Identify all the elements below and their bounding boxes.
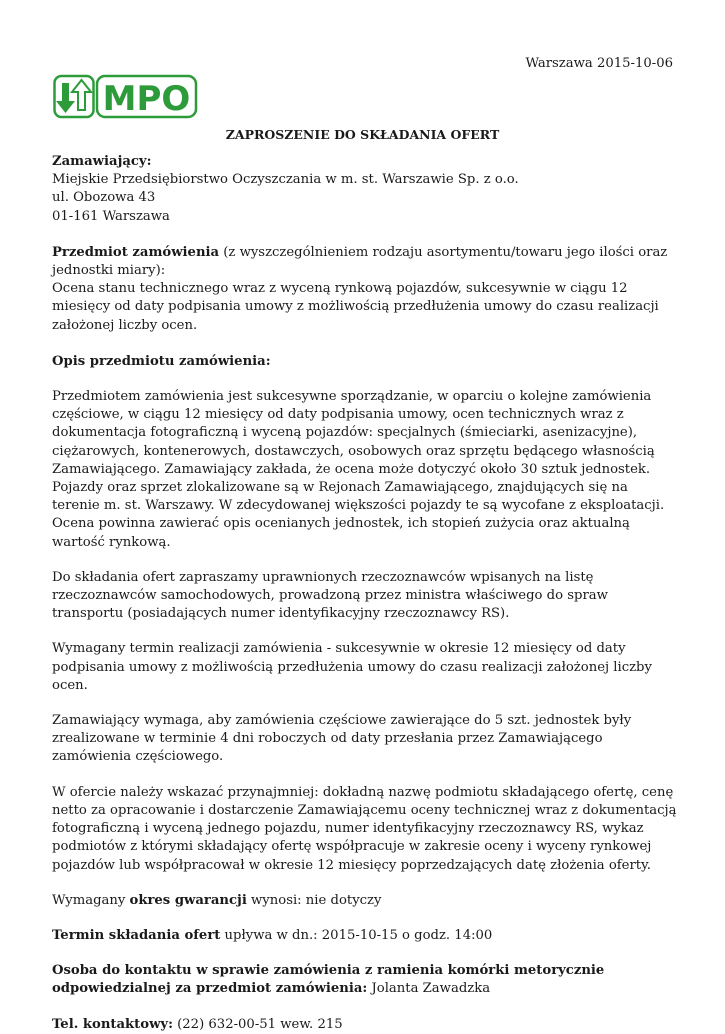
description-paragraph: W ofercie należy wskazać przynajmniej: dokładną nazwę podmiotu składającego ofertę, cenę netto za opracowanie i dostarczenie Zamawiającemu oceny technicznej wraz z dokumentacją fotograficzną i wyceną jednego pojazdu, numer identyfikacyjny rzeczoznawcy RS, wykaz podmiotów z którymi składający ofertę współpracuje w zakresie oceny i wyceny rynkowej pojazdów lub współpracował w okresie 12 miesięcy poprzedzających datę złożenia oferty. — [52, 784, 677, 873]
description-heading: Opis przedmiotu zamówienia: — [52, 353, 271, 369]
description-paragraph: Zamawiający wymaga, aby zamówienia częściowe zawierające do 5 szt. jednostek były zrealizowane w terminie 4 dni roboczych od daty przesłania przez Zamawiającego zamówienia częściowego. — [52, 713, 632, 765]
description-paragraph: Wymagany termin realizacji zamówienia - sukcesywnie w okresie 12 miesięcy od daty podpisania umowy z możliwością przedłużenia umowy do czasu realizacji założonej liczby ocen. — [52, 641, 652, 693]
orderer-name: Miejskie Przedsiębiorstwo Oczyszczania w m. st. Warszawie Sp. z o.o. — [52, 172, 519, 188]
document-title: ZAPROSZENIE DO SKŁADANIA OFERT — [225, 127, 500, 142]
contact-line: Osoba do kontaktu w sprawie zamówienia z ramienia komórki metorycznie odpowiedzialnej za przedmiot zamówienia: Jolanta Zawadzka — [52, 963, 605, 997]
description-paragraph: Do składania ofert zapraszamy uprawnionych rzeczoznawców wpisanych na listę rzeczoznawców samochodowych, prowadzoną przez ministra właściwego do spraw transportu (posiadających numer identyfikacyjny rzeczoznawcy RS). — [52, 569, 608, 622]
orderer-street: ul. Obozowa 43 — [52, 190, 156, 206]
document-body — [52, 153, 677, 1034]
warranty-line: Wymagany okres gwarancji wynosi: nie dotyczy — [52, 892, 382, 908]
phone-line: Tel. kontaktowy: (22) 632-00-51 wew. 215 — [52, 1016, 343, 1032]
subject-text: Ocena stanu technicznego wraz z wyceną rynkową pojazdów, sukcesywnie w ciągu 12 miesięcy od daty podpisania umowy z możliwością przedłużenia umowy do czasu realizacji założonej liczby ocen. — [52, 281, 659, 333]
document-date: Warszawa 2015-10-06 — [525, 56, 673, 71]
orderer-city: 01-161 Warszawa — [52, 208, 170, 224]
description-paragraph: Przedmiotem zamówienia jest sukcesywne sporządzanie, w oparciu o kolejne zamówienia częściowe, w ciągu 12 miesięcy od daty podpisania umowy, ocen technicznych wraz z dokumentacja fotograficzną i wyceną pojazdów: specjalnych (śmieciarki, asenizacyjne), ciężarowych, kontenerowych, dostawczych, osobowych oraz sprzętu będącego własnością Zamawiającego. Zamawiający zakłada, że ocena może dotyczyć około 30 sztuk jednostek. Pojazdy oraz sprzet zlokalizowane są w Rejonach Zamawiającego, znajdujących się na terenie m. st. Warszawy. W zdecydowanej większości pojazdy te są wycofane z eksploatacji. Ocena powinna zawierać opis ocenianych jednostek, ich stopień zużycia oraz aktualną wartość rynkową. — [52, 389, 665, 550]
orderer-label: Zamawiający: — [52, 154, 152, 169]
subject-header: Przedmiot zamówienia (z wyszczególnieniem rodzaju asortymentu/towaru jego ilości oraz jednostki miary): — [52, 244, 668, 279]
svg-text:MPO: MPO — [102, 79, 191, 119]
deadline-line: Termin składania ofert upływa w dn.: 2015-10-15 o godz. 14:00 — [52, 927, 493, 943]
mpo-logo — [53, 74, 198, 119]
